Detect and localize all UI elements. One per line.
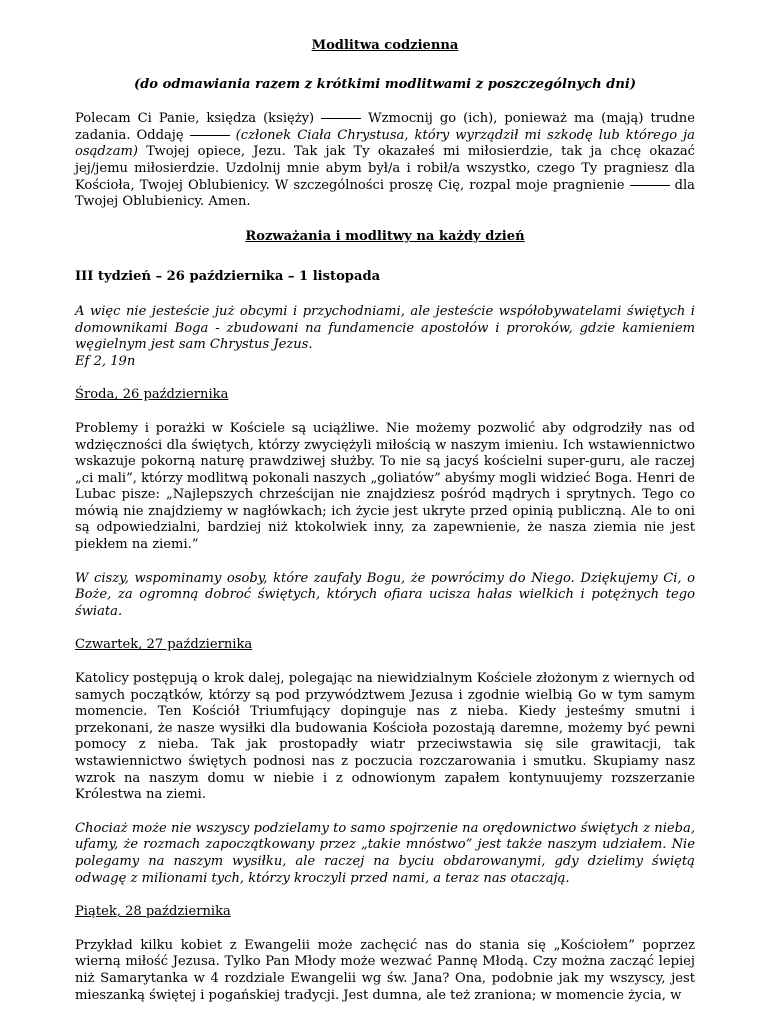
prayer-part-1: Polecam Ci Panie, księdza (księży) bbox=[75, 111, 315, 127]
day-reflection-wednesday: Problemy i porażki w Kościele są uciążliwe. Nie możemy pozwolić aby odgrodziły nas od wdzięczności dla świętych, którzy zwyciężyli miłością w naszym imieniu. Ich wstawiennictwo wskazuje pokorną naturę prawdziwej służby. To nie są jacyś kościelni super-guru, ale raczej „ci mali”, którzy modlitwą pokonali naszych „goliatów” abyśmy mogli widzieć Boga. Henri de Lubac pisze: „Najlepszych chrześcijan nie znajdziesz pośród mądrych i sprytnych. Tego co mówią nie znajdziemy w nagłówkach; ich życie jest ukryte przed opinią publiczną. Ale to oni są odpowiedzialni, bardziej niż ktokolwiek inny, za zapewnienie, że nasza ziemia nie jest piekłem na ziemi.” bbox=[75, 420, 695, 553]
document-subtitle: (do odmawiania razem z krótkimi modlitwami z poszczególnych dni) bbox=[133, 76, 637, 92]
day-reflection-friday: Przykład kilku kobiet z Ewangelii może zachęcić nas do stania się „Kościołem” poprzez wierną miłość Jezusa. Tylko Pan Młody może wezwać Pannę Młodą. Czy można zacząć lepiej niż Samarytanka w 4 rozdziale Ewangelii wg św. Jana? Ona, podobnie jak my wszyscy, jest mieszanką świętej i pogańskiej tradycji. Jest dumna, ale też zraniona; w momencie życia, w bbox=[75, 937, 695, 1003]
week-heading: III tydzień – 26 października – 1 listopada bbox=[75, 269, 381, 285]
blank-line bbox=[190, 135, 230, 136]
blank-line bbox=[630, 185, 670, 186]
day-prayer-thursday: Chociaż może nie wszyscy podzielamy to samo spojrzenie na orędownictwo świętych z nieba, ufamy, że rozmach zapoczątkowany przez „takie mnóstwo” jest także naszym udziałem. Nie polegamy na naszym wysiłku, ale raczej na byciu obdarowanymi, gdy dzielimy świętą odwagę z milionami tych, którzy kroczyli przed nami, a teraz nas otaczają. bbox=[75, 820, 695, 886]
prayer-part-4: Twojej opiece, Jezu. Tak jak Ty okazałeś mi miłosierdzie, tak ja chcę okazać jej/jemu miłosierdzie. Uzdolnij mnie abym był/a i robił/a wszystko, czego Ty pragniesz dla Kościoła, Twojej Oblubienicy. W szczególności proszę Cię, rozpal moje pragnienie bbox=[75, 144, 695, 193]
prayer-part-5: dla Twojej Oblubienicy. Amen. bbox=[75, 177, 695, 210]
prayer-part-2: Wzmocnij go (ich), ponieważ ma (mają) trudne zadania. Oddaję bbox=[75, 111, 695, 143]
scripture-quote: A więc nie jesteście już obcymi i przychodniami, ale jesteście współobywatelami świętych i domownikami Boga - zbudowani na fundamencie apostołów i proroków, gdzie kamieniem węgielnym jest sam Chrystus Jezus. bbox=[75, 303, 695, 353]
prayer-part-3: (członek Ciała Chrystusa, który wyrządził mi szkodę lub którego ja osądzam) bbox=[75, 127, 695, 160]
day-prayer-wednesday: W ciszy, wspominamy osoby, które zaufały Bogu, że powrócimy do Niego. Dziękujemy Ci, o Boże, za ogromną dobroć świętych, których ofiara ucisza hałas wielkich i potężnych tego świata. bbox=[75, 570, 695, 619]
day-reflection-thursday: Katolicy postępują o krok dalej, polegając na niewidzialnym Kościele złożonym z wiernych od samych początków, którzy są pod przywództwem Jezusa i zgodnie wielbią Go w tym samym momencie. Ten Kościół Triumfujący dopinguje nas z nieba. Kiedy jesteśmy smutni i przekonani, że nasze wysiłki dla budowania Kościoła pozostają daremne, możemy być pewni pomocy z nieba. Tak jak prostopadły wiatr przeciwstawia się sile grawitacji, tak wstawiennictwo świętych podnosi nas z poczucia rozczarowania i smutku. Skupiamy nasz wzrok na naszym domu w niebie i z odnowionym zapałem kontynuujemy rozszerzanie Królestwa na ziemi. bbox=[75, 671, 695, 803]
blank-line bbox=[321, 118, 361, 119]
document-title: Modlitwa codzienna bbox=[311, 38, 459, 53]
daily-prayer bbox=[75, 111, 695, 211]
document-page bbox=[75, 38, 695, 1021]
scripture-reference: Ef 2, 19n bbox=[75, 353, 136, 369]
section-title: Rozważania i modlitwy na każdy dzień bbox=[245, 228, 525, 244]
day-heading-thursday: Czwartek, 27 października bbox=[75, 637, 253, 653]
day-heading-wednesday: Środa, 26 października bbox=[75, 387, 229, 403]
day-heading-friday: Piątek, 28 października bbox=[75, 904, 231, 920]
